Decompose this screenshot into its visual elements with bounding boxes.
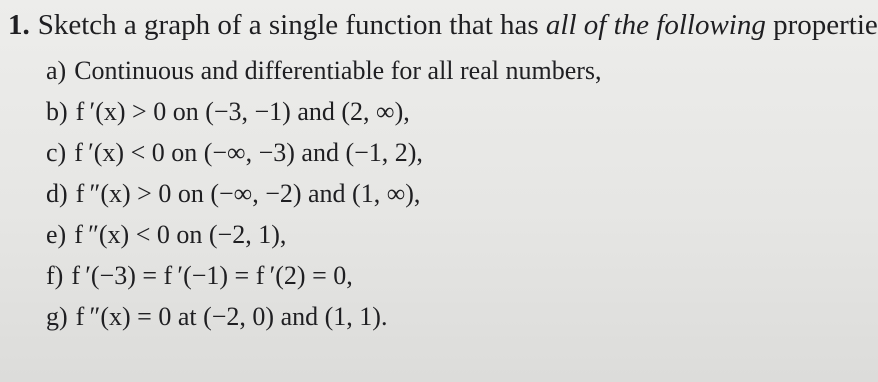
property-letter: f) [46,261,64,290]
problem-intro: Sketch a graph of a single function that has [37,9,546,41]
property-text: Continuous and differentiable for all real numbers, [74,56,602,85]
property-letter: d) [46,179,68,208]
problem-heading [8,6,878,44]
property-letter: a) [46,56,67,85]
property-item-e [46,214,602,255]
property-letter: c) [46,138,67,167]
property-list [46,50,602,337]
property-text: f ′(x) < 0 on (−∞, −3) and (−1, 2), [74,138,423,167]
problem-ending: propertie [765,9,878,41]
property-text: f ″(x) = 0 at (−2, 0) and (1, 1). [75,302,388,331]
problem-number: 1. [8,9,30,41]
property-text: f ″(x) < 0 on (−2, 1), [74,220,287,249]
property-item-d [46,173,602,214]
property-item-b [46,91,602,132]
property-item-g [46,296,602,337]
property-item-a [46,50,602,91]
property-item-c [46,132,602,173]
property-letter: b) [46,97,68,126]
property-text: f ″(x) > 0 on (−∞, −2) and (1, ∞), [75,179,421,208]
property-text: f ′(−3) = f ′(−1) = f ′(2) = 0, [71,261,353,290]
problem-emphasis: all of the following [545,9,766,41]
property-letter: g) [46,302,68,331]
property-letter: e) [46,220,67,249]
property-text: f ′(x) > 0 on (−3, −1) and (2, ∞), [75,97,410,126]
property-item-f [46,255,602,296]
